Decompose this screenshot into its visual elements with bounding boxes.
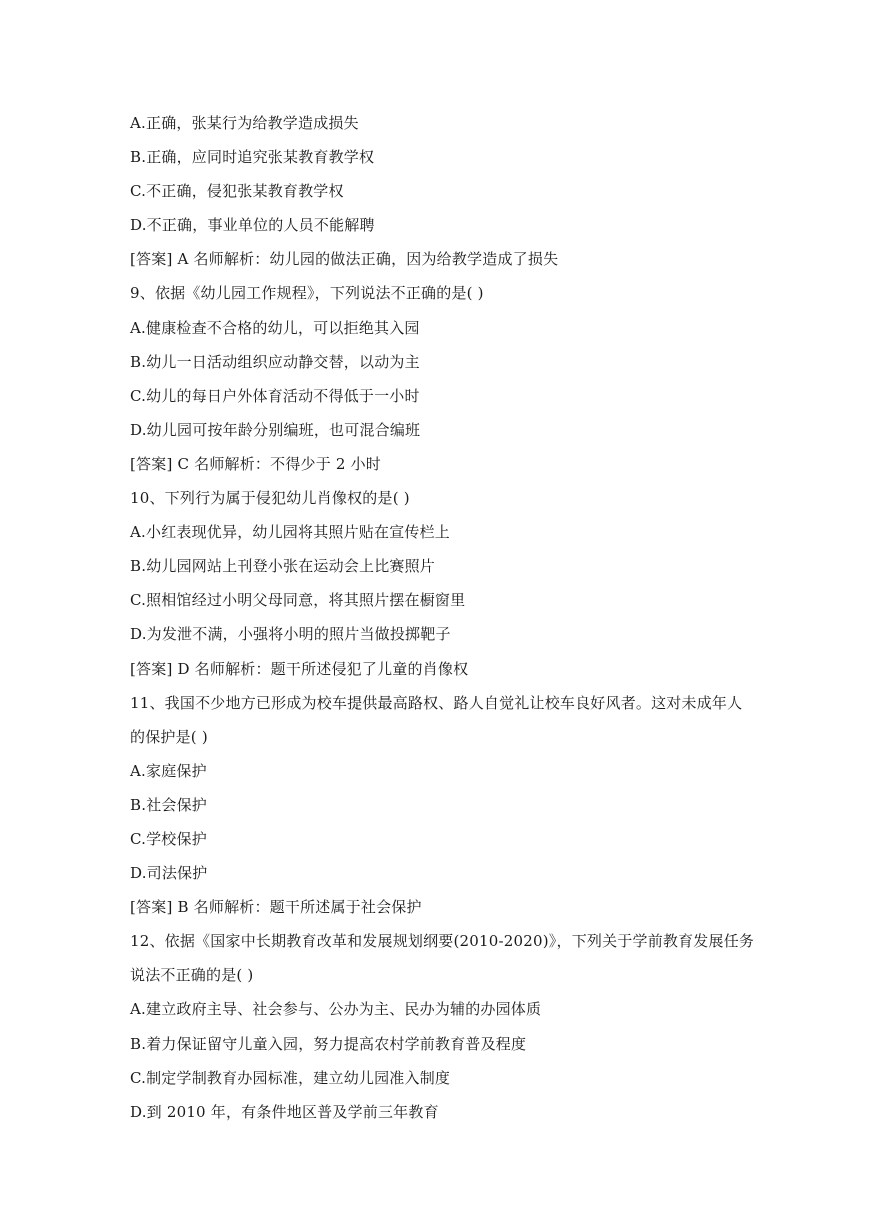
answer-q10: [答案] D 名师解析：题干所述侵犯了儿童的肖像权 bbox=[130, 659, 469, 678]
question-12-line-1: 12、依据《国家中长期教育改革和发展规划纲要(2010-2020)》，下列关于学前教育发展任务 bbox=[130, 932, 755, 951]
question-11-line-1: 11、我国不少地方已形成为校车提供最高路权、路人自觉礼让校车良好风者。这对未成年人 bbox=[130, 693, 743, 712]
question-12-line-2: 说法不正确的是( ) bbox=[130, 966, 254, 985]
option-a-q9: A.健康检查不合格的幼儿，可以拒绝其入园 bbox=[130, 318, 420, 337]
option-a-q8: A.正确，张某行为给教学造成损失 bbox=[130, 114, 359, 132]
option-b-q12: B.着力保证留守儿童入园，努力提高农村学前教育普及程度 bbox=[130, 1034, 527, 1053]
option-a-q12: A.建立政府主导、社会参与、公办为主、民办为辅的办园体质 bbox=[130, 1000, 542, 1019]
option-c-q11: C.学校保护 bbox=[130, 829, 207, 848]
option-c-q12: C.制定学制教育办园标准，建立幼儿园准入制度 bbox=[130, 1068, 451, 1087]
option-c-q8: C.不正确，侵犯张某教育教学权 bbox=[130, 182, 344, 201]
option-b-q10: B.幼儿园网站上刊登小张在运动会上比赛照片 bbox=[130, 557, 435, 576]
option-d-q12: D.到 2010 年，有条件地区普及学前三年教育 bbox=[130, 1102, 439, 1121]
option-b-q8: B.正确，应同时追究张某教育教学权 bbox=[130, 148, 375, 167]
option-d-q8: D.不正确，事业单位的人员不能解聘 bbox=[130, 216, 375, 235]
option-a-q10: A.小红表现优异，幼儿园将其照片贴在宣传栏上 bbox=[130, 523, 451, 542]
option-c-q10: C.照相馆经过小明父母同意，将其照片摆在橱窗里 bbox=[130, 591, 466, 610]
document-body bbox=[130, 106, 755, 1129]
answer-q11: [答案] B 名师解析：题干所述属于社会保护 bbox=[130, 898, 422, 917]
question-10: 10、下列行为属于侵犯幼儿肖像权的是( ) bbox=[130, 489, 410, 508]
option-d-q9: D.幼儿园可按年龄分别编班，也可混合编班 bbox=[130, 420, 421, 439]
option-a-q11: A.家庭保护 bbox=[130, 761, 207, 780]
option-d-q11: D.司法保护 bbox=[130, 864, 208, 883]
option-c-q9: C.幼儿的每日户外体育活动不得低于一小时 bbox=[130, 386, 420, 405]
question-9: 9、依据《幼儿园工作规程》，下列说法不正确的是( ) bbox=[130, 284, 484, 303]
answer-q9: [答案] C 名师解析：不得少于 2 小时 bbox=[130, 454, 381, 473]
option-b-q9: B.幼儿一日活动组织应动静交替，以动为主 bbox=[130, 352, 420, 371]
question-11-line-2: 的保护是( ) bbox=[130, 727, 208, 746]
option-b-q11: B.社会保护 bbox=[130, 795, 207, 814]
answer-q8: [答案] A 名师解析：幼儿园的做法正确，因为给教学造成了损失 bbox=[130, 250, 559, 269]
option-d-q10: D.为发泄不满，小强将小明的照片当做投掷靶子 bbox=[130, 625, 451, 644]
